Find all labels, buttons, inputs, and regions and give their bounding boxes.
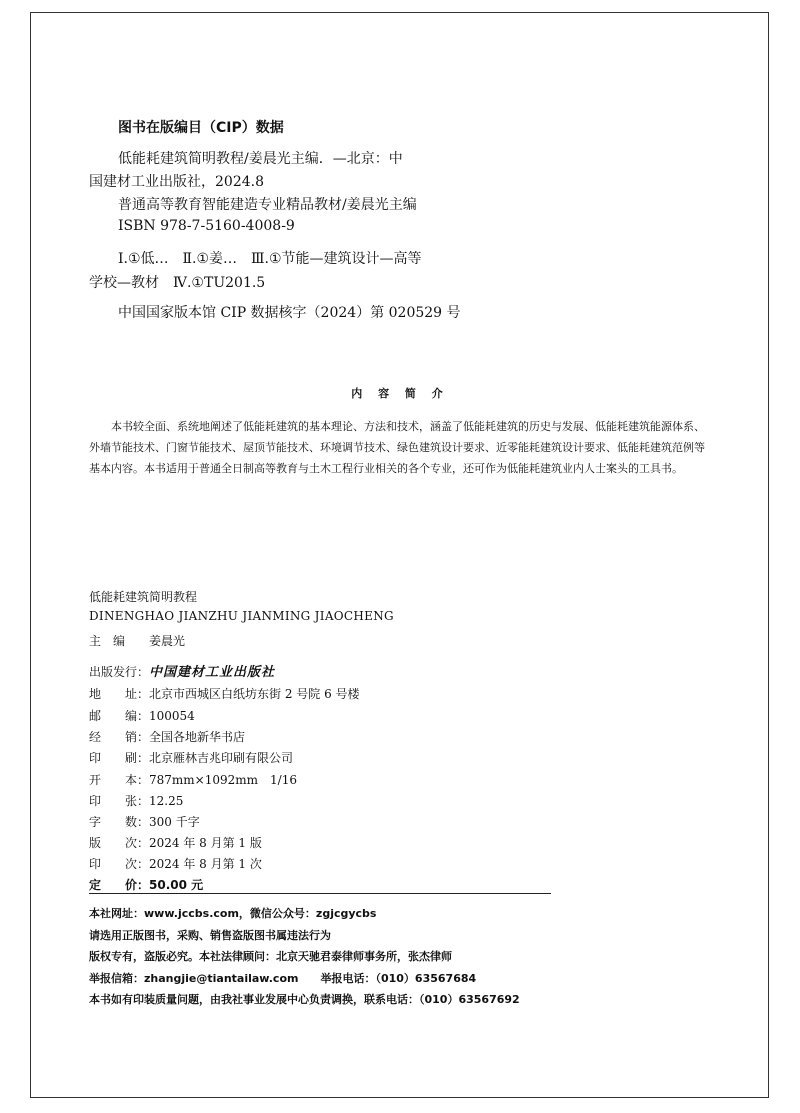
cip-line-6: 学校—教材 Ⅳ.①TU201.5 — [89, 275, 266, 291]
cip-line-1: 低能耗建筑简明教程/姜晨光主编．—北京：中 — [118, 151, 403, 167]
edition-row — [89, 834, 262, 851]
address-row — [89, 685, 360, 702]
row-value: 2024 年 8 月第 1 次 — [149, 857, 262, 871]
footer-legal — [89, 948, 452, 964]
row-value: 2024 年 8 月第 1 版 — [149, 836, 262, 850]
book-title-cn: 低能耗建筑简明教程 — [89, 590, 198, 604]
row-label: 印 次： — [89, 857, 150, 871]
row-value: 12.25 — [149, 794, 184, 808]
divider-line — [89, 893, 551, 894]
intro-body: 本书较全面、系统地阐述了低能耗建筑的基本理论、方法和技术，涵盖了低能耗建筑的历史与发展、低能耗建筑能源体系、外墙节能技术、门窗节能技术、屋顶节能技术、环境调节技术、绿色建筑设计要求、近零能耗建筑设计要求、低能耗建筑范例等基本内容。本书适用于普通全日制高等教育与土木工程行业相关的各个专业，还可作为低能耗建筑业内人士案头的工具书。 — [89, 420, 705, 475]
wordcount-row — [89, 813, 200, 830]
row-label: 印 刷： — [89, 751, 150, 765]
postcode-row — [89, 707, 195, 724]
editor-line — [89, 632, 185, 649]
row-label: 印 张： — [89, 794, 150, 808]
row-value: 100054 — [149, 709, 195, 723]
row-label: 地 址： — [89, 687, 150, 701]
row-label: 版 次： — [89, 836, 150, 850]
publisher-label: 出版发行： — [89, 665, 150, 679]
intro-title: 内 容 简 介 — [351, 387, 449, 400]
editor-label: 主 编 — [89, 634, 126, 648]
sheets-row — [89, 792, 183, 809]
legal-counsel: 本社法律顾问：北京天驰君泰律师事务所，张杰律师 — [199, 950, 452, 963]
distributor-row — [89, 728, 245, 745]
cip-line-2: 国建材工业出版社，2024.8 — [89, 174, 264, 190]
publisher-logo: 中国建材工业出版社 — [149, 665, 276, 680]
price-value: 50.00 元 — [149, 878, 204, 892]
publisher-line — [89, 661, 275, 680]
row-value: 北京市西城区白纸坊东街 2 号院 6 号楼 — [149, 687, 360, 701]
row-value: 全国各地新华书店 — [149, 730, 246, 744]
row-value: 787mm×1092mm 1/16 — [149, 773, 297, 787]
row-label: 字 数： — [89, 815, 150, 829]
printing-row — [89, 855, 262, 872]
row-value: 北京雁林吉兆印刷有限公司 — [149, 751, 294, 765]
copyright-notice: 版权专有，盗版必究。 — [89, 950, 199, 963]
footer-quality: 本书如有印装质量问题，由我社事业发展中心负责调换，联系电话：（010）63567692 — [89, 993, 520, 1006]
row-value: 300 千字 — [149, 815, 200, 829]
cip-line-5: Ⅰ.①低… Ⅱ.①姜… Ⅲ.①节能—建筑设计—高等 — [118, 251, 422, 267]
book-title-pinyin: DINENGHAO JIANZHU JIANMING JIAOCHENG — [89, 609, 394, 623]
footer-piracy-notice: 请选用正版图书，采购、销售盗版图书属违法行为 — [89, 929, 331, 942]
printer-row — [89, 749, 293, 766]
cip-line-4-isbn: ISBN 978-7-5160-4008-9 — [118, 218, 295, 234]
price-label: 定 价： — [89, 878, 150, 892]
cip-title: 图书在版编目（CIP）数据 — [118, 120, 284, 136]
footer-website: 本社网址：www.jccbs.com，微信公众号：zgjcgycbs — [89, 907, 377, 920]
cip-line-7: 中国国家版本馆 CIP 数据核字（2024）第 020529 号 — [118, 305, 461, 321]
format-row — [89, 771, 297, 788]
price-row — [89, 876, 203, 893]
footer-report: 举报信箱：zhangjie@tiantailaw.com 举报电话：（010）63567684 — [89, 972, 477, 985]
cip-line-3: 普通高等教育智能建造专业精品教材/姜晨光主编 — [118, 197, 417, 213]
editor-name: 姜晨光 — [149, 634, 186, 648]
row-label: 开 本： — [89, 773, 150, 787]
row-label: 邮 编： — [89, 709, 150, 723]
row-label: 经 销： — [89, 730, 150, 744]
